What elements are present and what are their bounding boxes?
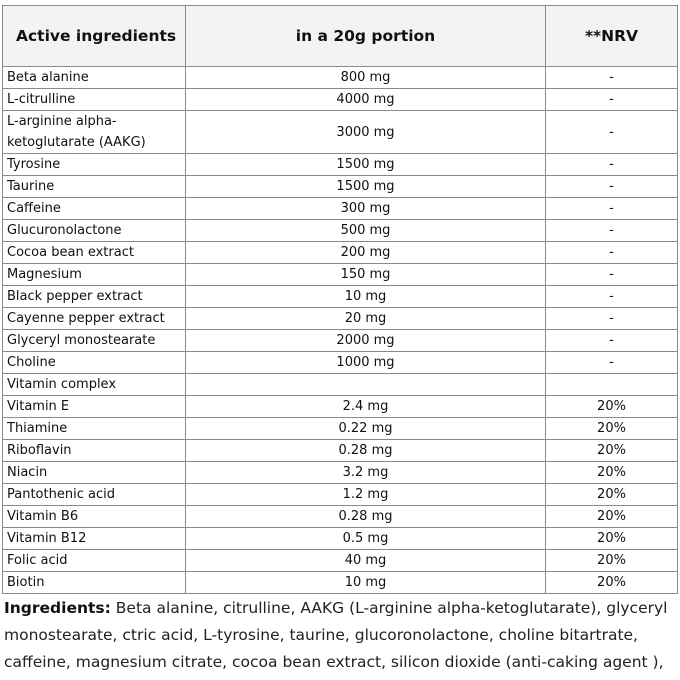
ingredient-amount: 200 mg [186, 242, 546, 264]
table-row [3, 396, 678, 418]
ingredient-name: L-citrulline [3, 89, 186, 111]
ingredient-nrv: 20% [546, 550, 678, 572]
ingredient-amount: 2.4 mg [186, 396, 546, 418]
table-row [3, 242, 678, 264]
ingredient-nrv: 20% [546, 484, 678, 506]
ingredient-name: Vitamin B12 [3, 528, 186, 550]
table-row [3, 440, 678, 462]
ingredient-name: Magnesium [3, 264, 186, 286]
ingredient-nrv: 20% [546, 506, 678, 528]
ingredient-amount: 0.28 mg [186, 440, 546, 462]
ingredient-nrv: - [546, 242, 678, 264]
ingredient-nrv: - [546, 154, 678, 176]
ingredient-nrv: - [546, 198, 678, 220]
ingredient-nrv: 20% [546, 440, 678, 462]
table-row [3, 67, 678, 89]
ingredient-name: Glucuronolactone [3, 220, 186, 242]
ingredient-name: Tyrosine [3, 154, 186, 176]
ingredient-name: Vitamin B6 [3, 506, 186, 528]
ingredient-nrv: - [546, 67, 678, 89]
ingredient-nrv: 20% [546, 418, 678, 440]
ingredient-amount: 20 mg [186, 308, 546, 330]
ingredients-label: Ingredients: [4, 599, 111, 617]
ingredient-amount: 1000 mg [186, 352, 546, 374]
ingredient-name: L-arginine alpha-ketoglutarate (AAKG) [3, 111, 186, 154]
table-row [3, 330, 678, 352]
ingredient-name: Caffeine [3, 198, 186, 220]
table-row [3, 484, 678, 506]
ingredient-name: Vitamin E [3, 396, 186, 418]
table-row [3, 264, 678, 286]
ingredient-name: Thiamine [3, 418, 186, 440]
ingredient-amount: 150 mg [186, 264, 546, 286]
table-row [3, 154, 678, 176]
table-row [3, 111, 678, 154]
ingredient-nrv: - [546, 264, 678, 286]
ingredient-amount: 0.5 mg [186, 528, 546, 550]
ingredient-name: Glyceryl monostearate [3, 330, 186, 352]
ingredient-nrv: - [546, 111, 678, 154]
table-row [3, 506, 678, 528]
ingredient-name: Vitamin complex [3, 374, 186, 396]
ingredient-nrv [546, 374, 678, 396]
ingredient-amount: 10 mg [186, 286, 546, 308]
ingredient-nrv: 20% [546, 396, 678, 418]
ingredient-name: Riboflavin [3, 440, 186, 462]
ingredient-amount: 1500 mg [186, 154, 546, 176]
ingredient-amount: 10 mg [186, 572, 546, 594]
header-nrv: **NRV [546, 6, 678, 67]
ingredient-nrv: - [546, 308, 678, 330]
ingredient-nrv: 20% [546, 528, 678, 550]
ingredient-nrv: - [546, 176, 678, 198]
table-row [3, 418, 678, 440]
ingredient-nrv: - [546, 286, 678, 308]
ingredient-name: Black pepper extract [3, 286, 186, 308]
ingredient-amount: 1500 mg [186, 176, 546, 198]
ingredient-nrv: - [546, 352, 678, 374]
ingredient-amount: 4000 mg [186, 89, 546, 111]
ingredient-nrv: - [546, 330, 678, 352]
table-row [3, 308, 678, 330]
header-portion: in a 20g portion [186, 6, 546, 67]
ingredients-list: Beta alanine, citrulline, AAKG (L-arginine alpha-ketoglutarate), glyceryl monostearate, ctric acid, L-tyrosine, taurine, glucoronolactone, choline bitartrate, caffeine, magnesium citrate, cocoa bean extract, silicon dioxide (anti-caking agent ), [4, 599, 668, 671]
table-row [3, 198, 678, 220]
ingredient-name: Cayenne pepper extract [3, 308, 186, 330]
table-row [3, 374, 678, 396]
ingredient-name: Biotin [3, 572, 186, 594]
ingredient-amount: 300 mg [186, 198, 546, 220]
ingredient-name: Cocoa bean extract [3, 242, 186, 264]
table-row [3, 286, 678, 308]
table-row [3, 528, 678, 550]
nutrition-table [2, 5, 678, 594]
table-header-row [3, 6, 678, 67]
table-row [3, 176, 678, 198]
ingredient-name: Folic acid [3, 550, 186, 572]
ingredient-name: Niacin [3, 462, 186, 484]
ingredient-name: Taurine [3, 176, 186, 198]
table-row [3, 220, 678, 242]
table-row [3, 462, 678, 484]
ingredient-amount: 40 mg [186, 550, 546, 572]
ingredient-amount: 800 mg [186, 67, 546, 89]
ingredient-nrv: - [546, 220, 678, 242]
ingredient-amount [186, 374, 546, 396]
ingredient-nrv: 20% [546, 462, 678, 484]
ingredient-amount: 500 mg [186, 220, 546, 242]
ingredient-amount: 0.22 mg [186, 418, 546, 440]
header-active-ingredients: Active ingredients [3, 6, 186, 67]
ingredient-amount: 3000 mg [186, 111, 546, 154]
ingredient-amount: 0.28 mg [186, 506, 546, 528]
table-row [3, 89, 678, 111]
ingredients-text [4, 595, 676, 676]
ingredient-amount: 3.2 mg [186, 462, 546, 484]
table-row [3, 352, 678, 374]
table-row [3, 572, 678, 594]
ingredient-amount: 2000 mg [186, 330, 546, 352]
ingredient-nrv: - [546, 89, 678, 111]
ingredient-name: Choline [3, 352, 186, 374]
ingredient-nrv: 20% [546, 572, 678, 594]
ingredient-name: Pantothenic acid [3, 484, 186, 506]
table-body [3, 67, 678, 594]
table-row [3, 550, 678, 572]
ingredient-amount: 1.2 mg [186, 484, 546, 506]
ingredient-name: Beta alanine [3, 67, 186, 89]
